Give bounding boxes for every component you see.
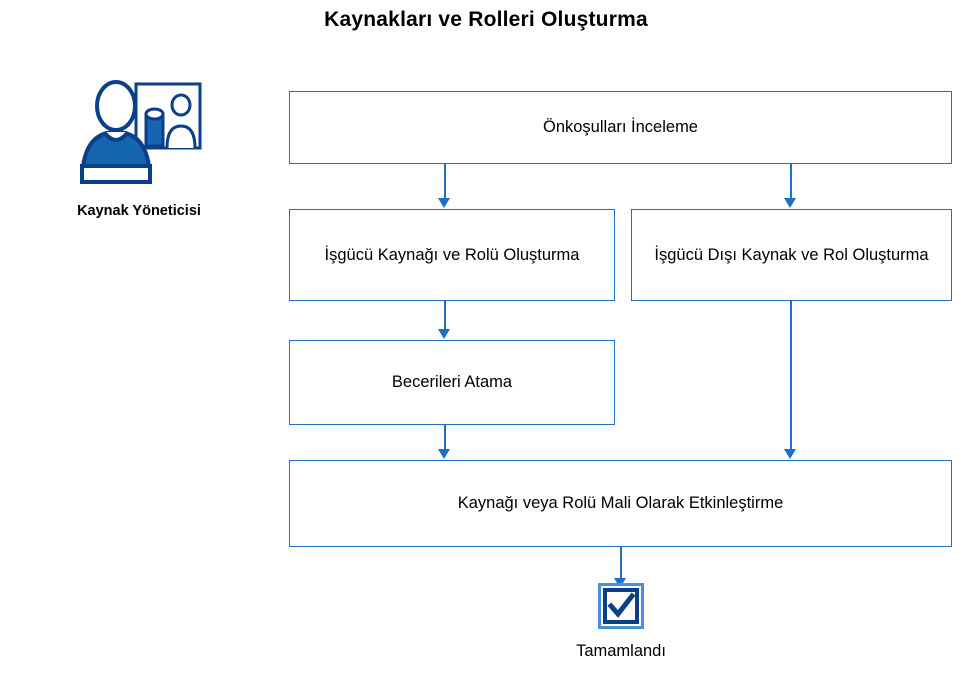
connector-nonlabor-to-finance [790,301,792,451]
step-box-prereq[interactable] [289,91,952,164]
actor-label: Kaynak Yöneticisi [77,203,201,219]
arrow-icon [438,329,450,339]
step-label: İşgücü Kaynağı ve Rolü Oluşturma [324,245,580,264]
page-title: Kaynakları ve Rolleri Oluşturma [324,8,648,31]
connector-labor-to-skills [444,301,446,331]
step-label: İşgücü Dışı Kaynak ve Rol Oluşturma [654,245,929,264]
step-label: Önkoşulları İnceleme [543,118,698,137]
arrow-icon [438,198,450,208]
arrow-icon [438,449,450,459]
step-box-nonlabor[interactable] [631,209,952,301]
step-box-skills[interactable] [289,340,615,425]
arrow-icon [784,198,796,208]
resource-manager-icon [64,78,214,193]
connector-prereq-to-nonlabor [790,164,792,200]
arrow-icon [784,449,796,459]
step-label: Kaynağı veya Rolü Mali Olarak Etkinleştirme [457,494,784,513]
actor-group [44,78,234,219]
end-label: Tamamlandı [576,642,666,660]
step-label: Becerileri Atama [391,373,513,392]
connector-finance-to-end [620,547,622,580]
step-box-labor[interactable] [289,209,615,301]
step-box-finance[interactable] [289,460,952,547]
connector-skills-to-finance [444,425,446,451]
connector-prereq-to-labor [444,164,446,200]
checkbox-checked-icon [598,583,644,629]
